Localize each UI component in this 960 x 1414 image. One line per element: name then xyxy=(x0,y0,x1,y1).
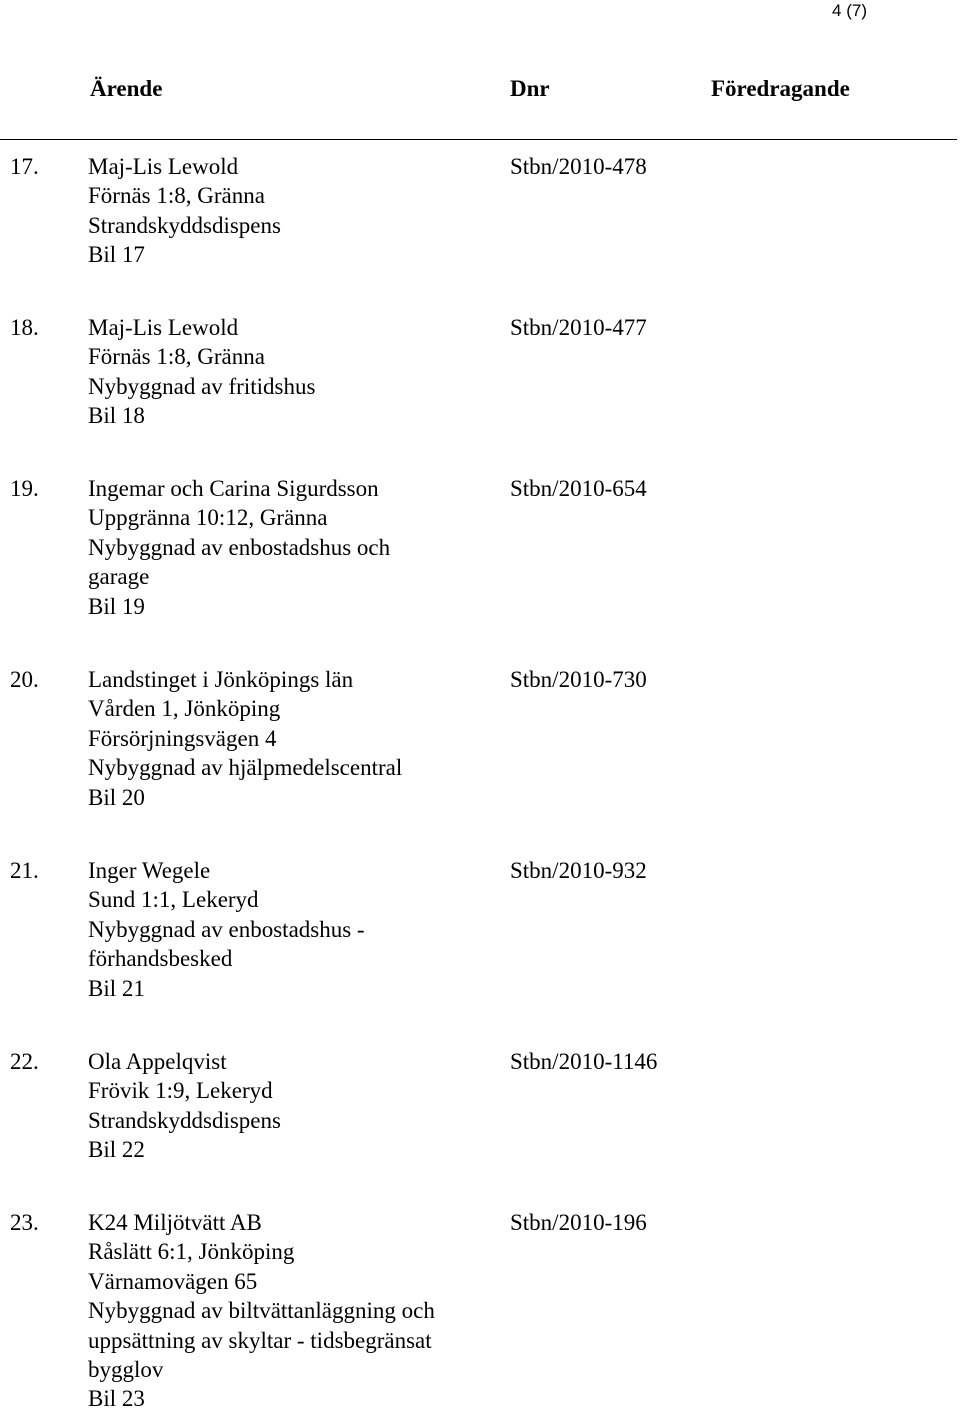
item-dnr: Stbn/2010-730 xyxy=(510,667,647,692)
item-property: Råslätt 6:1, Jönköping xyxy=(88,1239,295,1265)
item-matter-continued: bygglov xyxy=(88,1357,164,1383)
item-applicant: Ingemar och Carina Sigurdsson xyxy=(88,476,379,501)
item-dnr: Stbn/2010-932 xyxy=(510,858,647,883)
agenda-item xyxy=(0,1208,960,1412)
item-applicant: Inger Wegele xyxy=(88,858,211,883)
item-description xyxy=(88,152,281,270)
item-matter: Strandskyddsdispens xyxy=(88,1107,281,1133)
item-description xyxy=(88,665,402,812)
agenda-item xyxy=(0,665,960,856)
item-description xyxy=(88,1208,435,1414)
agenda-item xyxy=(0,152,960,313)
item-matter-continued: garage xyxy=(88,564,150,590)
item-dnr: Stbn/2010-196 xyxy=(510,1210,647,1235)
item-address: Försörjningsvägen 4 xyxy=(88,725,277,751)
item-number: 22. xyxy=(10,1049,39,1074)
item-attachment: Bil 18 xyxy=(88,403,145,429)
item-property: Förnäs 1:8, Gränna xyxy=(88,183,265,209)
item-matter: Nybyggnad av hjälpmedelscentral xyxy=(88,755,403,781)
item-property: Förnäs 1:8, Gränna xyxy=(88,344,265,370)
header-arende: Ärende xyxy=(90,76,163,101)
item-dnr: Stbn/2010-478 xyxy=(510,154,647,179)
item-attachment: Bil 17 xyxy=(88,242,145,268)
item-applicant: K24 Miljötvätt AB xyxy=(88,1210,262,1235)
header-divider xyxy=(0,139,957,140)
item-applicant: Maj-Lis Lewold xyxy=(88,154,239,179)
item-matter: Strandskyddsdispens xyxy=(88,212,281,238)
agenda-item xyxy=(0,1047,960,1208)
header-dnr: Dnr xyxy=(510,76,550,101)
agenda-item xyxy=(0,474,960,665)
item-property: Frövik 1:9, Lekeryd xyxy=(88,1078,273,1104)
item-address: Värnamovägen 65 xyxy=(88,1268,258,1294)
item-attachment: Bil 20 xyxy=(88,784,145,810)
item-attachment: Bil 21 xyxy=(88,975,145,1001)
item-number: 21. xyxy=(10,858,39,883)
item-applicant: Landstinget i Jönköpings län xyxy=(88,667,354,692)
agenda-list xyxy=(0,152,960,1412)
item-matter-continued: uppsättning av skyltar - tidsbegränsat xyxy=(88,1327,432,1353)
item-matter: Nybyggnad av biltvättanläggning och xyxy=(88,1298,435,1324)
item-applicant: Ola Appelqvist xyxy=(88,1049,227,1074)
item-attachment: Bil 22 xyxy=(88,1137,145,1163)
item-description xyxy=(88,856,365,1003)
item-number: 17. xyxy=(10,154,39,179)
item-number: 23. xyxy=(10,1210,39,1235)
item-property: Uppgränna 10:12, Gränna xyxy=(88,505,328,531)
item-property: Sund 1:1, Lekeryd xyxy=(88,887,259,913)
item-applicant: Maj-Lis Lewold xyxy=(88,315,239,340)
header-foredragande: Föredragande xyxy=(711,76,850,101)
item-matter: Nybyggnad av enbostadshus och xyxy=(88,534,391,560)
item-description xyxy=(88,1047,281,1165)
agenda-item xyxy=(0,313,960,474)
item-number: 18. xyxy=(10,315,39,340)
item-matter: Nybyggnad av fritidshus xyxy=(88,373,316,399)
page-number: 4 (7) xyxy=(832,1,867,20)
item-description xyxy=(88,313,315,431)
item-matter: Nybyggnad av enbostadshus - xyxy=(88,916,365,942)
item-description xyxy=(88,474,390,621)
item-dnr: Stbn/2010-1146 xyxy=(510,1049,658,1074)
item-attachment: Bil 23 xyxy=(88,1386,145,1412)
item-dnr: Stbn/2010-477 xyxy=(510,315,647,340)
item-attachment: Bil 19 xyxy=(88,593,145,619)
item-number: 20. xyxy=(10,667,39,692)
item-number: 19. xyxy=(10,476,39,501)
item-property: Vården 1, Jönköping xyxy=(88,696,281,722)
item-matter-continued: förhandsbesked xyxy=(88,946,233,972)
table-header xyxy=(0,74,960,104)
item-dnr: Stbn/2010-654 xyxy=(510,476,647,501)
agenda-item xyxy=(0,856,960,1047)
